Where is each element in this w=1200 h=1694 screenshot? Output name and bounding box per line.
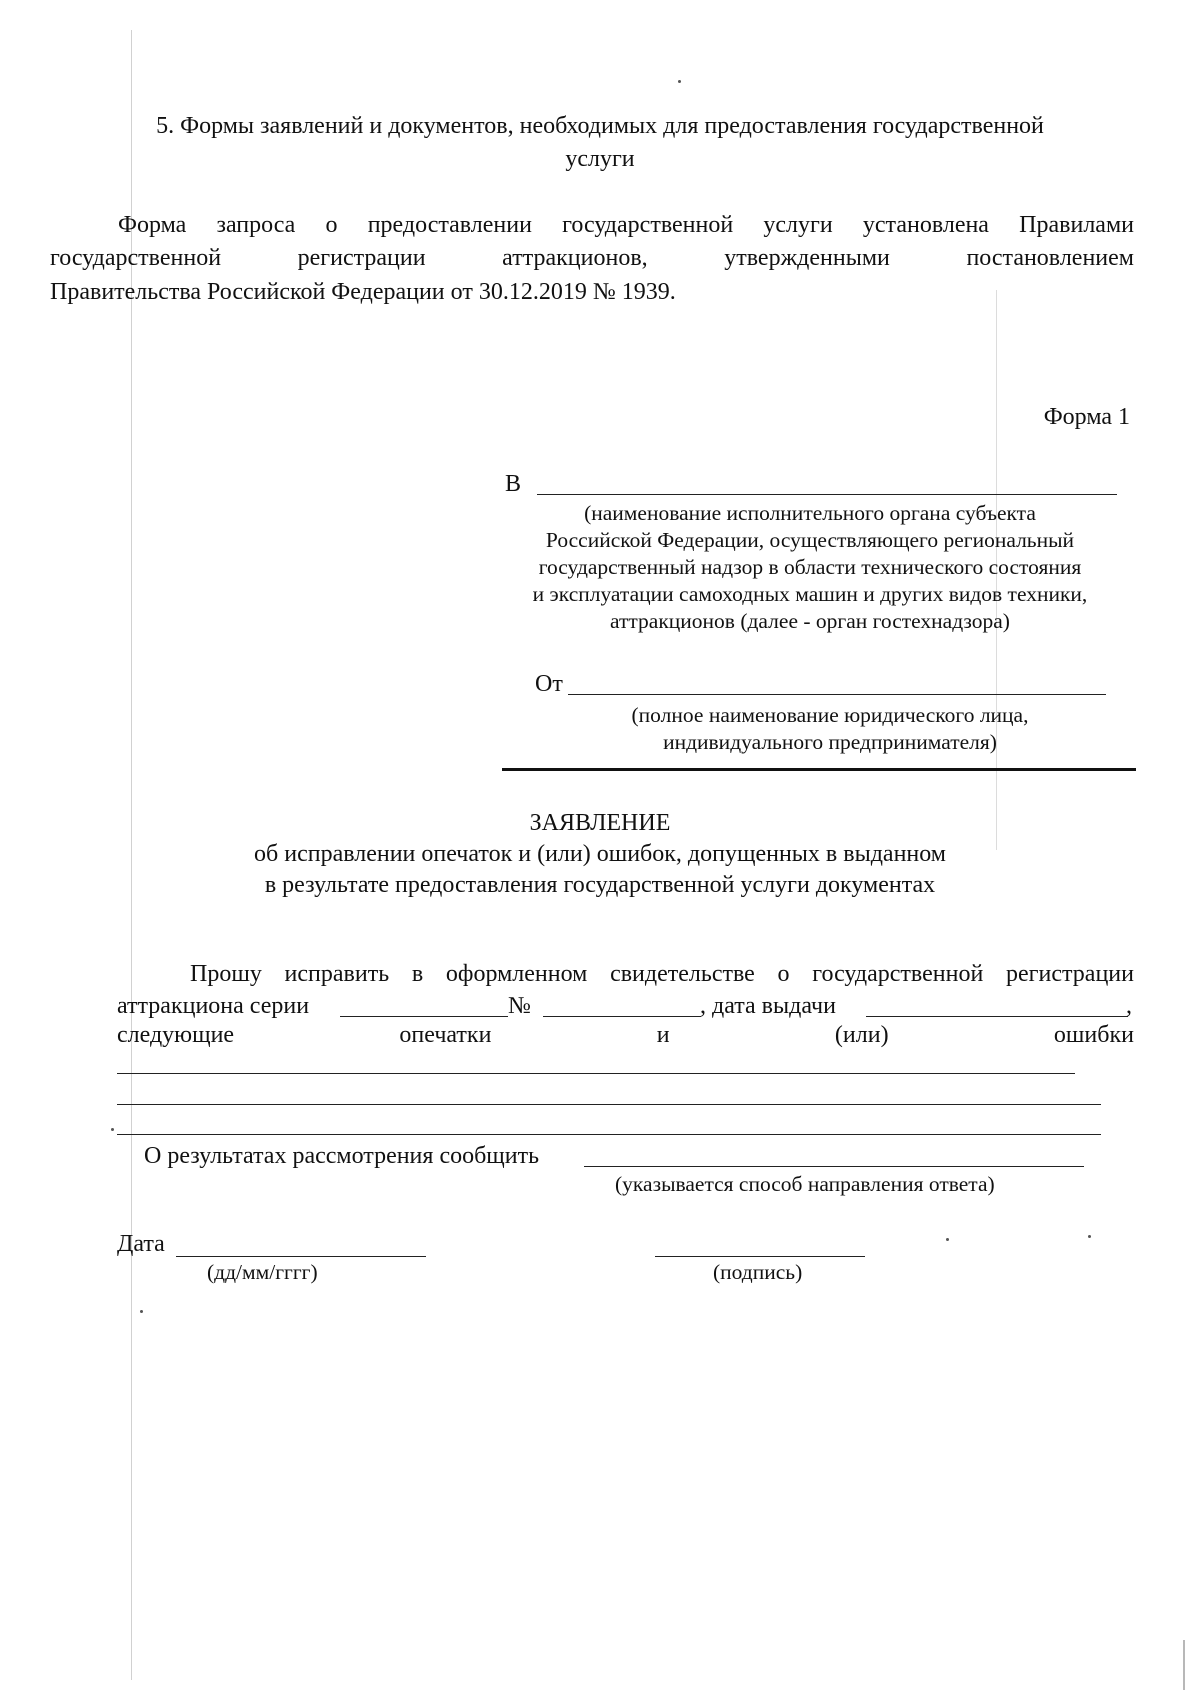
form-label: Форма 1 xyxy=(1043,404,1130,430)
section-title-line-2: услуги xyxy=(565,146,635,172)
scan-speck xyxy=(140,1310,143,1313)
date-of-issue-label: , дата выдачи xyxy=(700,993,836,1019)
recipient-prefix: В xyxy=(505,471,522,497)
result-label: О результатах рассмотрения сообщить xyxy=(144,1143,540,1169)
statement-subtitle-1: об исправлении опечаток и (или) ошибок, допущенных в выданном xyxy=(254,841,946,867)
statement-title: ЗАЯВЛЕНИЕ xyxy=(529,810,671,836)
recipient-caption-1: (наименование исполнительного органа субъекта xyxy=(584,501,1036,525)
request-line-3: следующие опечатки и (или) ошибки xyxy=(117,1022,1134,1048)
errors-field-line-1[interactable] xyxy=(117,1073,1075,1074)
scan-speck xyxy=(1088,1235,1091,1238)
recipient-caption-4: и эксплуатации самоходных машин и других видов техники, xyxy=(532,582,1088,606)
recipient-caption-3: государственный надзор в области технического состояния xyxy=(538,555,1082,579)
result-caption: (указывается способ направления ответа) xyxy=(615,1172,995,1196)
signature-caption: (подпись) xyxy=(713,1260,803,1284)
trailing-comma: , xyxy=(1126,993,1132,1019)
recipient-caption-5: аттракционов (далее - орган гостехнадзора) xyxy=(610,609,1010,633)
date-field-line[interactable] xyxy=(176,1256,426,1257)
sender-separator-line xyxy=(502,768,1136,771)
recipient-caption-2: Российской Федерации, осуществляющего региональный xyxy=(545,528,1075,552)
series-label: аттракциона серии xyxy=(117,993,310,1019)
intro-line-3: Правительства Российской Федерации от 30.12.2019 № 1939. xyxy=(50,279,676,305)
recipient-field-line[interactable] xyxy=(537,494,1117,495)
scan-speck xyxy=(946,1238,949,1241)
series-field-line[interactable] xyxy=(340,1016,508,1017)
result-field-line[interactable] xyxy=(584,1166,1084,1167)
sender-caption-1: (полное наименование юридического лица, xyxy=(631,703,1029,727)
request-line-1: Прошу исправить в оформленном свидетельстве о государственной регистрации xyxy=(190,961,1134,987)
scan-edge-right xyxy=(1183,1640,1185,1690)
intro-line-2: государственной регистрации аттракционов, утвержденными постановлением xyxy=(50,245,1134,271)
sender-field-line[interactable] xyxy=(568,694,1106,695)
signature-field-line[interactable] xyxy=(655,1256,865,1257)
section-title-line-1: 5. Формы заявлений и документов, необходимых для предоставления государственной xyxy=(156,113,1044,139)
sender-caption-2: индивидуального предпринимателя) xyxy=(663,730,997,754)
scan-speck xyxy=(111,1128,114,1131)
date-caption: (дд/мм/гггг) xyxy=(207,1260,318,1284)
statement-subtitle-2: в результате предоставления государственной услуги документах xyxy=(264,872,936,898)
date-label: Дата xyxy=(117,1231,165,1257)
errors-field-line-3[interactable] xyxy=(117,1134,1101,1135)
intro-line-1: Форма запроса о предоставлении государственной услуги установлена Правилами xyxy=(118,212,1134,238)
scan-edge-line xyxy=(131,30,132,1680)
errors-field-line-2[interactable] xyxy=(117,1104,1101,1105)
number-field-line[interactable] xyxy=(543,1016,701,1017)
number-label: № xyxy=(508,993,531,1019)
scan-speck xyxy=(678,80,681,83)
date-of-issue-field-line[interactable] xyxy=(866,1016,1128,1017)
sender-prefix: От xyxy=(535,671,563,697)
